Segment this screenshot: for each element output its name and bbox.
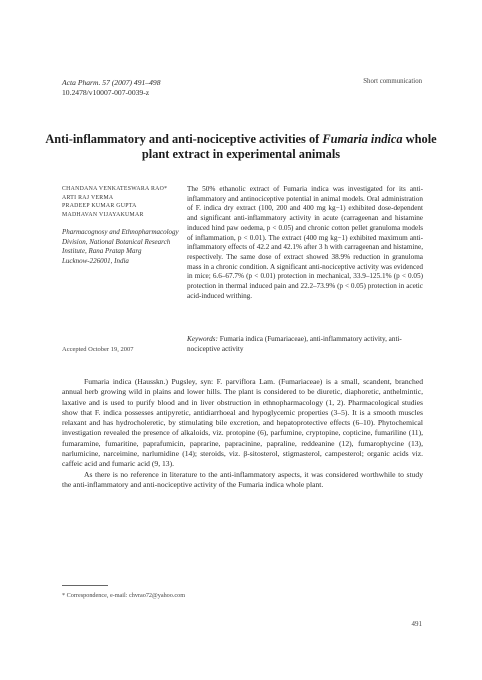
abstract: The 50% ethanolic extract of Fumaria indica was investigated for its anti-inflammatory and antinociceptive potential in animal models. Oral administration of F. indica dry extract (100, 200 and 400 mg kg−1) exhibited dose-dependent and significant anti-inflammatory activity in acute (carrageenan and histamine induced hind paw oedema, p < 0.05) and chronic cotton pellet granuloma models of inflammation, p < 0.01). The extract (400 mg kg−1) exhibited maximum anti-inflammatory effects of 42.2 and 42.1% after 3 h with carrageenan and histamine, respectively. The same dose of extract showed 38.9% reduction in granuloma mass in a chronic condition. A significant anti-nociceptive activity was evidenced in mice; 6.6–67.7% (p < 0.01) protection in mechanical, 33.9–125.1% (p < 0.05) protection in thermal induced pain and 22.2–73.9% (p < 0.05) protection in acetic acid-induced writhing. bbox=[187, 185, 423, 300]
author-list bbox=[62, 185, 167, 219]
keywords bbox=[187, 335, 423, 354]
journal-header bbox=[62, 78, 161, 98]
affiliation-line: Lucknow-226001, India bbox=[62, 256, 129, 265]
keywords-text: Fumaria indica (Fumariaceae), anti-inflammatory activity, anti-nociceptive activity bbox=[187, 335, 402, 353]
body-paragraph: Fumaria indica (Hausskn.) Pugsley, syn: F. parviflora Lam. (Fumariaceae) is a small, scandent, branched annual herb growing wild in plains and lower hills. The plant is considered to be diuretic, diaphoretic, anthelmintic, laxative and is used to purify blood and in liver obstruction in ethnopharmacology (1, 2). Pharmacological studies show that F. indica possesses antipyretic, antidiarrhoeal and hypoglycemic properties (3–5). It is a smooth muscles relaxant and has hydrocholeretic, by stimulating bile excretion, and hepatoprotective effects (6–10). Phytochemical investigation revealed the presence of alkaloids, viz. protopine (6), parfumine, cryptopine, copticine, fumariline (11), fumaramine, fumaritine, paprafumicin, paprarine, papracinine, papraline, reddeanine (12), fumarophycine (13), narlumicine, narceimine, narlumidine (14); steroids, viz. β-sitosterol, stigmasterol, campesterol; organic acids viz. caffeic acid and fumaric acid (9, 13). bbox=[62, 377, 423, 469]
body-text bbox=[62, 377, 423, 490]
article-type: Short communication bbox=[363, 78, 422, 85]
footnote-divider bbox=[62, 585, 108, 586]
author: PRADEEP KUMAR GUPTA bbox=[62, 203, 137, 210]
keywords-label: Keywords: bbox=[187, 335, 218, 343]
author: MADHAVAN VIJAYAKUMAR bbox=[62, 211, 144, 218]
author: ARTI RAJ VERMA bbox=[62, 194, 114, 201]
affiliation-line: Pharmacognosy and Ethnopharmacology bbox=[62, 228, 179, 236]
accepted-date: Accepted October 19, 2007 bbox=[62, 346, 134, 353]
author: CHANDANA VENKATESWARA RAO* bbox=[62, 186, 168, 192]
affiliation bbox=[62, 228, 180, 266]
title-species: Fumaria indica bbox=[322, 132, 403, 146]
affiliation-line: Institute, Rana Pratap Marg bbox=[62, 247, 142, 256]
title-part-1: Anti-inflammatory and anti-nociceptive activities of bbox=[45, 132, 323, 146]
doi: 10.2478/v10007-007-0039-z bbox=[62, 88, 150, 97]
page-number: 491 bbox=[411, 620, 422, 628]
body-paragraph: As there is no reference in literature to the anti-inflammatory aspects, it was considered worthwhile to study the anti-inflammatory and anti-nociceptive activity of the Fumaria indica whole plant. bbox=[62, 469, 423, 489]
article-title bbox=[40, 132, 442, 162]
affiliation-line: Division, National Botanical Research bbox=[62, 237, 171, 246]
title-part-2: whole plant extract in experimental animals bbox=[141, 132, 437, 161]
journal-citation: Acta Pharm. 57 (2007) 491–498 bbox=[62, 78, 161, 87]
correspondence-footnote: * Correspondence, e-mail: chvrao72@yahoo.com bbox=[62, 592, 186, 599]
